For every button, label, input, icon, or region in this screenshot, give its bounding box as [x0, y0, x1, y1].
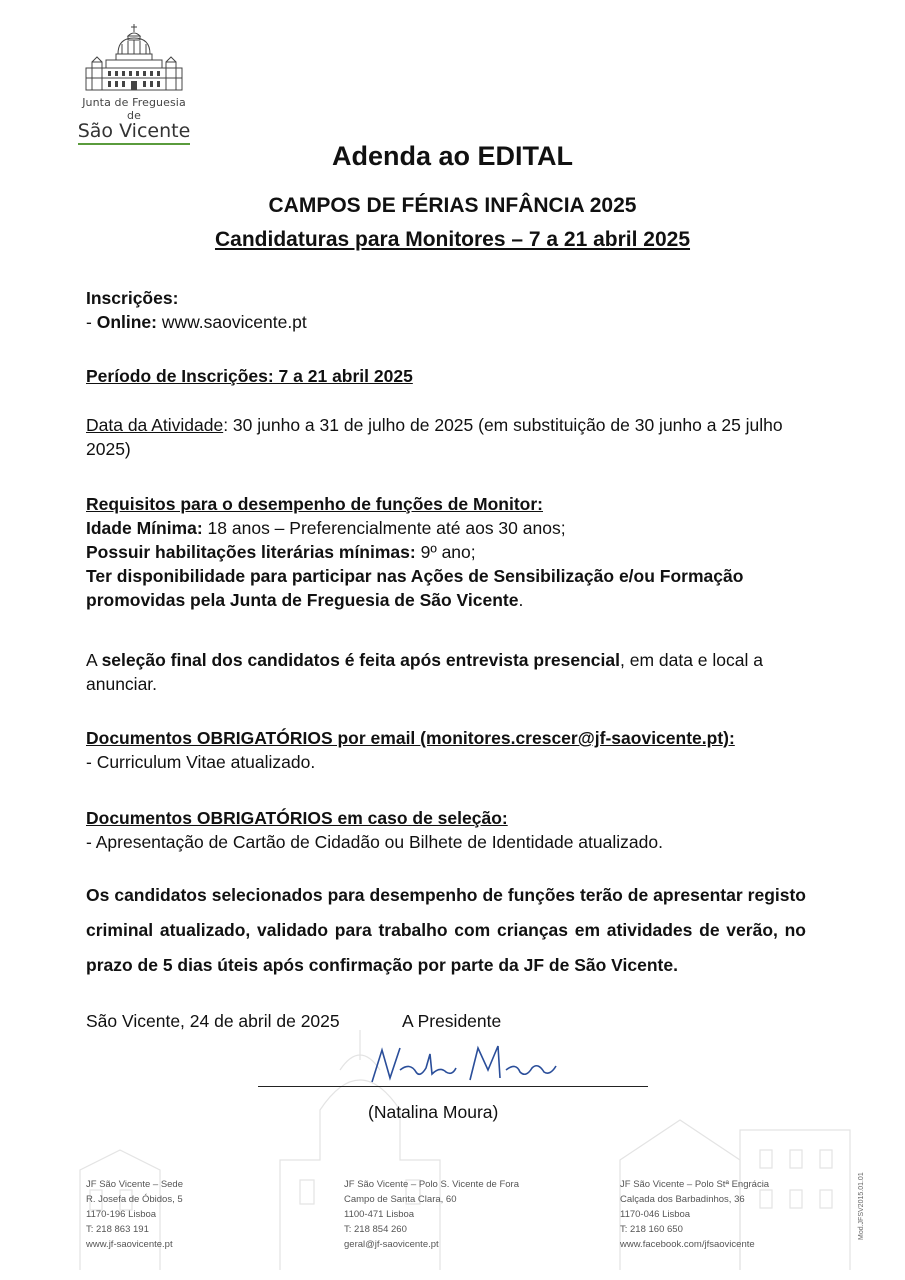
footer-line: R. Josefa de Óbidos, 5 — [86, 1194, 183, 1205]
place-date: São Vicente, 24 de abril de 2025 — [86, 1011, 340, 1031]
data-atividade-label: Data da Atividade — [86, 415, 224, 435]
footer-line: T: 218 863 191 — [86, 1224, 149, 1235]
footer-line: 1170-046 Lisboa — [620, 1209, 691, 1220]
docs-email-section — [86, 726, 806, 774]
docs-email-heading: Documentos OBRIGATÓRIOS por email (monitores.crescer@jf-saovicente.pt): — [86, 728, 735, 748]
footer-column-sede — [86, 1177, 183, 1252]
logo-line2: São Vicente — [77, 120, 191, 142]
footer-line: T: 218 854 260 — [344, 1224, 407, 1235]
docs-selecao-heading: Documentos OBRIGATÓRIOS em caso de seleção: — [86, 808, 508, 828]
footer-column-sao-vicente-fora — [344, 1177, 519, 1252]
habilitacoes-text: 9º ano; — [415, 542, 476, 562]
docs-selecao-section — [86, 806, 806, 854]
footer-line: 1100-471 Lisboa — [344, 1209, 415, 1220]
requisitos-habilitacoes — [86, 540, 806, 564]
selecao-paragraph — [86, 648, 806, 696]
footer-line: 1170-196 Lisboa — [86, 1209, 157, 1220]
requisitos-disponibilidade — [86, 564, 806, 612]
footer-link[interactable]: www.facebook.com/jfsaovicente — [620, 1239, 755, 1250]
periodo-inscricoes: Período de Inscrições: 7 a 21 abril 2025 — [86, 366, 413, 386]
docs-email-item: - Curriculum Vitae atualizado. — [86, 752, 316, 772]
logo — [74, 22, 194, 145]
footer-link[interactable]: geral@jf-saovicente.pt — [344, 1239, 439, 1250]
requisitos-idade — [86, 516, 806, 540]
footer-column-santa-engracia — [620, 1177, 769, 1252]
disponibilidade-text: Ter disponibilidade para participar nas Ações de Sensibilização e/ou Formação promovidas pela Junta de Freguesia de São Vicente — [86, 566, 744, 610]
footer-line: JF São Vicente – Polo S. Vicente de Fora — [344, 1179, 519, 1190]
page-subtitle: CAMPOS DE FÉRIAS INFÂNCIA 2025 — [268, 194, 637, 217]
signature-line — [258, 1086, 648, 1087]
church-building-icon — [78, 22, 190, 94]
data-atividade-text: : 30 junho a 31 de julho de 2025 (em substituição de 30 junho a 25 julho 2025) — [86, 415, 783, 459]
footer-line: T: 218 160 650 — [620, 1224, 683, 1235]
inscricoes-section — [86, 286, 806, 334]
handwritten-signature-icon — [360, 1040, 580, 1090]
logo-line1: Junta de Freguesia de — [82, 96, 186, 122]
docs-selecao-item: - Apresentação de Cartão de Cidadão ou Bilhete de Identidade atualizado. — [86, 832, 663, 852]
footer-line: Calçada dos Barbadinhos, 36 — [620, 1194, 745, 1205]
inscricoes-online — [86, 310, 806, 334]
online-prefix: - — [86, 312, 97, 332]
selecao-prefix: A — [86, 650, 102, 670]
selecao-bold: seleção final dos candidatos é feita após entrevista presencial — [101, 650, 620, 670]
online-url[interactable]: www.saovicente.pt — [156, 312, 307, 332]
signatory-name: (Natalina Moura) — [368, 1102, 499, 1122]
requisitos-section — [86, 492, 806, 612]
selecao-suffix: , em data e local a anunciar. — [86, 650, 763, 694]
registo-criminal-paragraph: Os candidatos selecionados para desempenho de funções terão de apresentar registo criminal atualizado, validado para trabalho com crianças em atividades de verão, no prazo de 5 dias úteis após confirmação por parte da JF de São Vicente. — [86, 885, 806, 975]
inscricoes-label: Inscrições: — [86, 288, 179, 308]
footer-line: Campo de Santa Clara, 60 — [344, 1194, 457, 1205]
footer-line: JF São Vicente – Polo Stª Engrácia — [620, 1179, 770, 1190]
footer-link[interactable]: www.jf-saovicente.pt — [86, 1239, 173, 1250]
idade-text: 18 anos – Preferencialmente até aos 30 anos; — [202, 518, 566, 538]
page-title: Adenda ao EDITAL — [331, 141, 573, 171]
requisitos-heading: Requisitos para o desempenho de funções de Monitor: — [86, 494, 543, 514]
habilitacoes-label: Possuir habilitações literárias mínimas: — [86, 542, 416, 562]
document-reference: Mod.JFSV2015.01.01 — [858, 1172, 865, 1240]
disponibilidade-end: . — [518, 590, 524, 610]
data-atividade — [86, 413, 806, 461]
footer-line: JF São Vicente – Sede — [86, 1179, 183, 1190]
signatory-role: A Presidente — [402, 1011, 502, 1031]
online-label: Online: — [96, 312, 157, 332]
page-subtitle-2: Candidaturas para Monitores – 7 a 21 abril 2025 — [214, 228, 691, 251]
idade-label: Idade Mínima: — [86, 518, 203, 538]
